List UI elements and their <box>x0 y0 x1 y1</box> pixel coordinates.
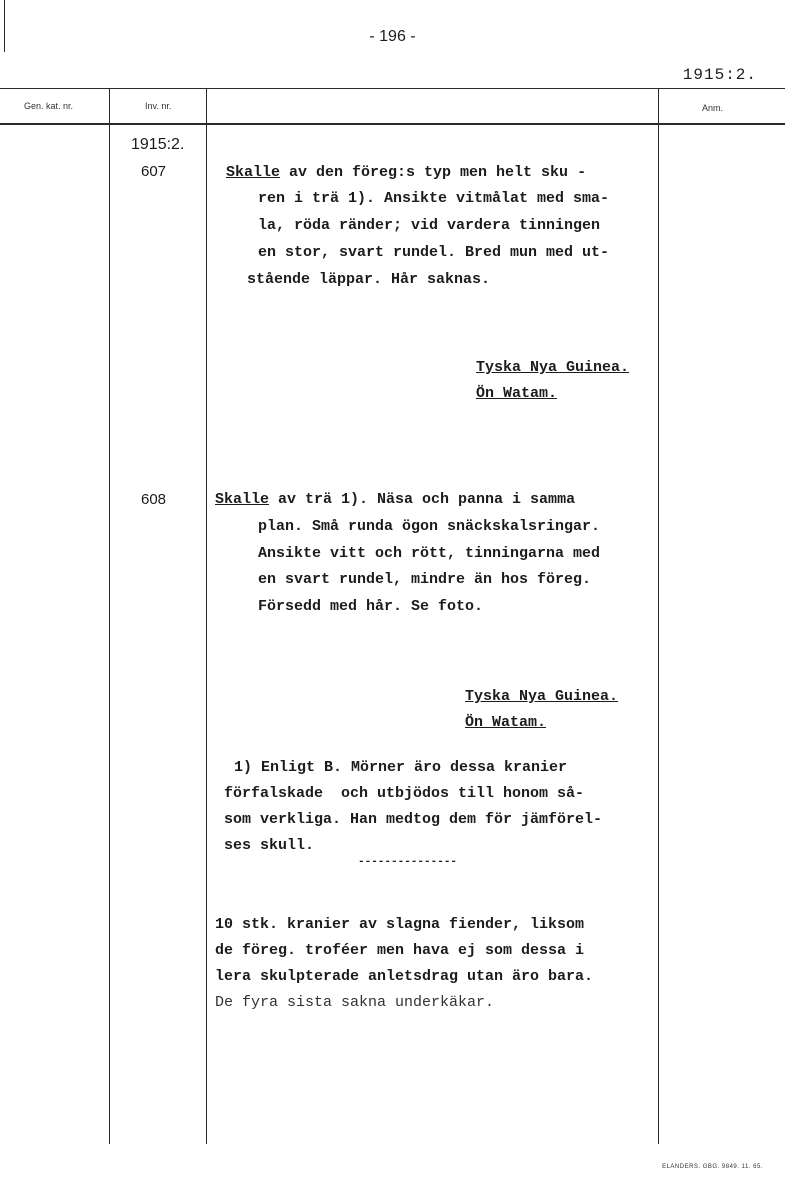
entry-607-line-1-text: av den föreg:s typ men helt sku - <box>280 164 587 181</box>
footnote-line-1: 1) Enligt B. Mörner äro dessa kranier <box>234 759 568 776</box>
entry-608-line-5: Försedd med hår. Se foto. <box>258 598 484 615</box>
entry-607-line-1 <box>226 160 586 186</box>
entry-607-line-2: ren i trä 1). Ansikte vitmålat med sma- <box>258 190 610 207</box>
entry-607-origin-island: Ön Watam. <box>476 385 558 402</box>
entry-607-line-5: stående läppar. Hår saknas. <box>247 271 491 288</box>
column-divider-text-anm <box>658 89 659 1144</box>
footnote-line-3: som verkliga. Han medtog dem för jämförel- <box>224 811 603 828</box>
entry-608-line-4: en svart rundel, mindre än hos föreg. <box>258 571 592 588</box>
note-line-3: lera skulpterade anletsdrag utan äro bara. <box>215 968 594 985</box>
entry-608-origin-region: Tyska Nya Guinea. <box>465 688 619 705</box>
entry-608-line-1 <box>215 487 575 513</box>
entry-608-line-1-text: av trä 1). Näsa och panna i samma <box>269 491 576 508</box>
top-rule <box>0 88 785 89</box>
column-divider-gen-inv <box>109 89 110 1144</box>
inv-number-608: 608 <box>141 491 167 508</box>
note-line-1: 10 stk. kranier av slagna fiender, liksom <box>215 916 585 933</box>
left-margin-line <box>4 0 5 52</box>
header-gen-kat: Gen. kat. nr. <box>24 101 74 111</box>
footnote-line-2: förfalskade och utbjödos till honom så- <box>224 785 585 802</box>
entry-608-line-3: Ansikte vitt och rött, tinningarna med <box>258 545 601 562</box>
page-number: - 196 - <box>369 28 416 45</box>
inv-number-607: 607 <box>141 163 167 180</box>
entry-607-title: Skalle <box>226 164 281 181</box>
printer-imprint: ELANDERS. GBG. 9849. 11. 65. <box>662 1164 763 1170</box>
entry-608-line-2: plan. Små runda ögon snäckskalsringar. <box>258 518 601 535</box>
entry-607-line-4: en stor, svart rundel. Bred mun med ut- <box>258 244 610 261</box>
header-bottom-rule <box>0 123 785 125</box>
collection-ref-corner: 1915:2. <box>682 66 757 84</box>
column-divider-inv-text <box>206 89 207 1144</box>
header-anm: Anm. <box>702 103 724 113</box>
collection-ref: 1915:2. <box>131 136 185 153</box>
entry-608-title: Skalle <box>215 491 270 508</box>
entry-607-line-3: la, röda ränder; vid vardera tinningen <box>258 217 601 234</box>
note-line-4: De fyra sista sakna underkäkar. <box>215 994 495 1011</box>
footnote-line-4: ses skull. <box>224 837 315 854</box>
footnote-separator: --------------- <box>358 856 458 868</box>
entry-607-origin-region: Tyska Nya Guinea. <box>476 359 630 376</box>
note-line-2: de föreg. troféer men hava ej som dessa i <box>215 942 585 959</box>
entry-608-origin-island: Ön Watam. <box>465 714 547 731</box>
header-inv: Inv. nr. <box>145 101 172 111</box>
